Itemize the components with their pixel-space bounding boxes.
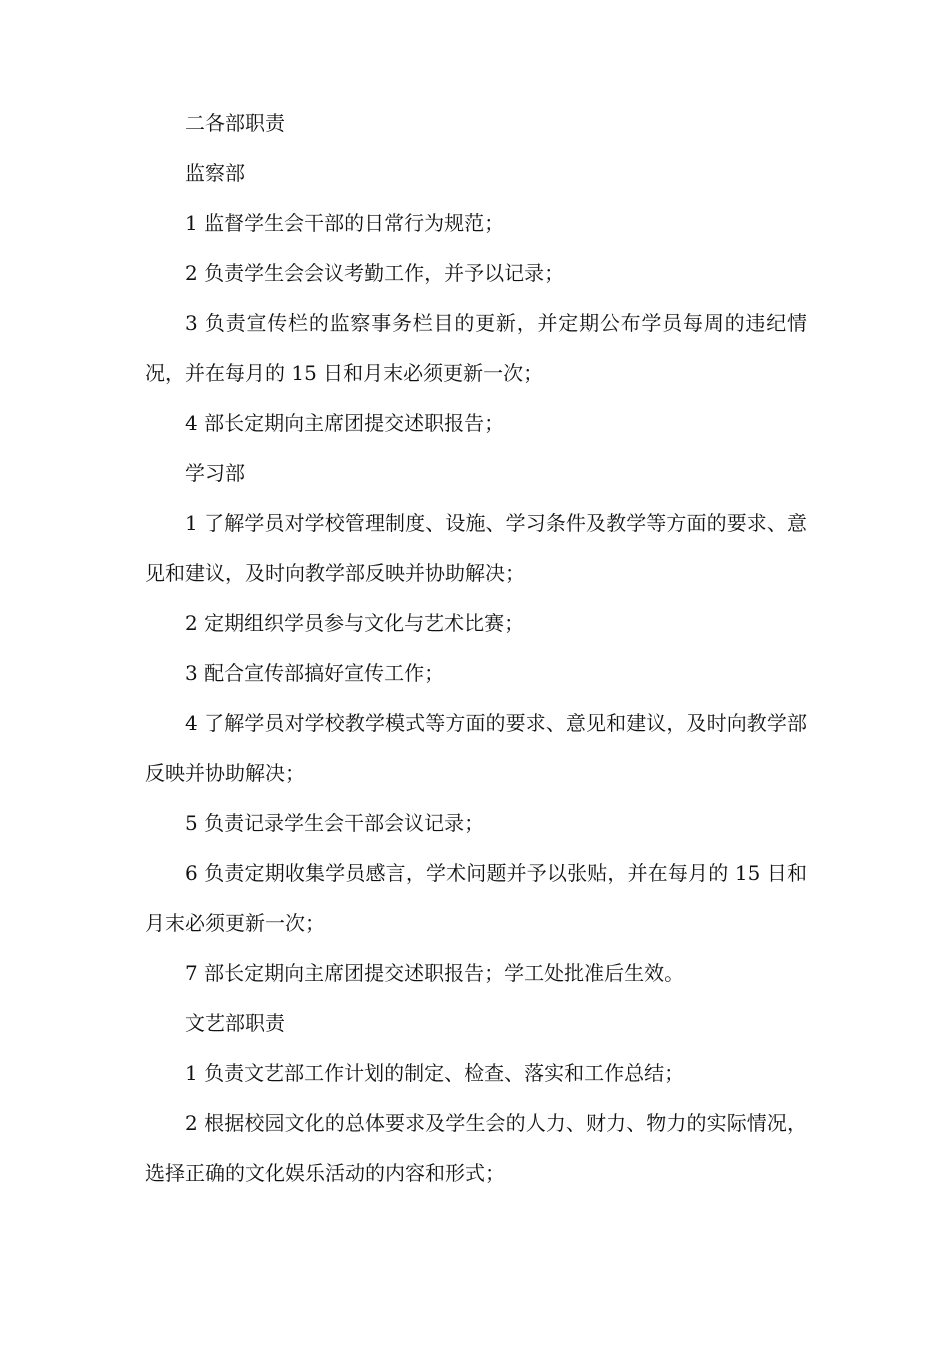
duty-item: 2 根据校园文化的总体要求及学生会的人力、财力、物力的实际情况，选择正确的文化娱乐活动的内容和形式；: [145, 1111, 807, 1185]
duty-item: 3 配合宣传部搞好宣传工作；: [185, 661, 445, 685]
duty-item: 6 负责定期收集学员感言，学术问题并予以张贴，并在每月的 15 日和月末必须更新一次；: [145, 861, 807, 935]
duty-item: 5 负责记录学生会干部会议记录；: [185, 811, 485, 835]
department-heading-arts: 文艺部职责: [185, 1011, 285, 1035]
duty-item: 4 了解学员对学校教学模式等方面的要求、意见和建议，及时向教学部反映并协助解决；: [145, 711, 807, 785]
duty-item: 1 监督学生会干部的日常行为规范；: [185, 211, 505, 235]
section-heading: 二各部职责: [185, 111, 285, 135]
duty-item: 2 负责学生会会议考勤工作，并予以记录；: [185, 261, 565, 285]
duty-item: 3 负责宣传栏的监察事务栏目的更新，并定期公布学员每周的违纪情况，并在每月的 15 日和月末必须更新一次；: [145, 311, 807, 385]
document-body: [145, 98, 807, 1198]
department-heading-study: 学习部: [185, 461, 245, 485]
duty-item: 1 负责文艺部工作计划的制定、检查、落实和工作总结；: [185, 1061, 685, 1085]
duty-item: 7 部长定期向主席团提交述职报告；学工处批准后生效。: [185, 961, 685, 985]
duty-item: 1 了解学员对学校管理制度、设施、学习条件及教学等方面的要求、意见和建议，及时向教学部反映并协助解决；: [145, 511, 807, 585]
duty-item: 4 部长定期向主席团提交述职报告；: [185, 411, 505, 435]
duty-item: 2 定期组织学员参与文化与艺术比赛；: [185, 611, 525, 635]
department-heading-supervision: 监察部: [185, 161, 245, 185]
